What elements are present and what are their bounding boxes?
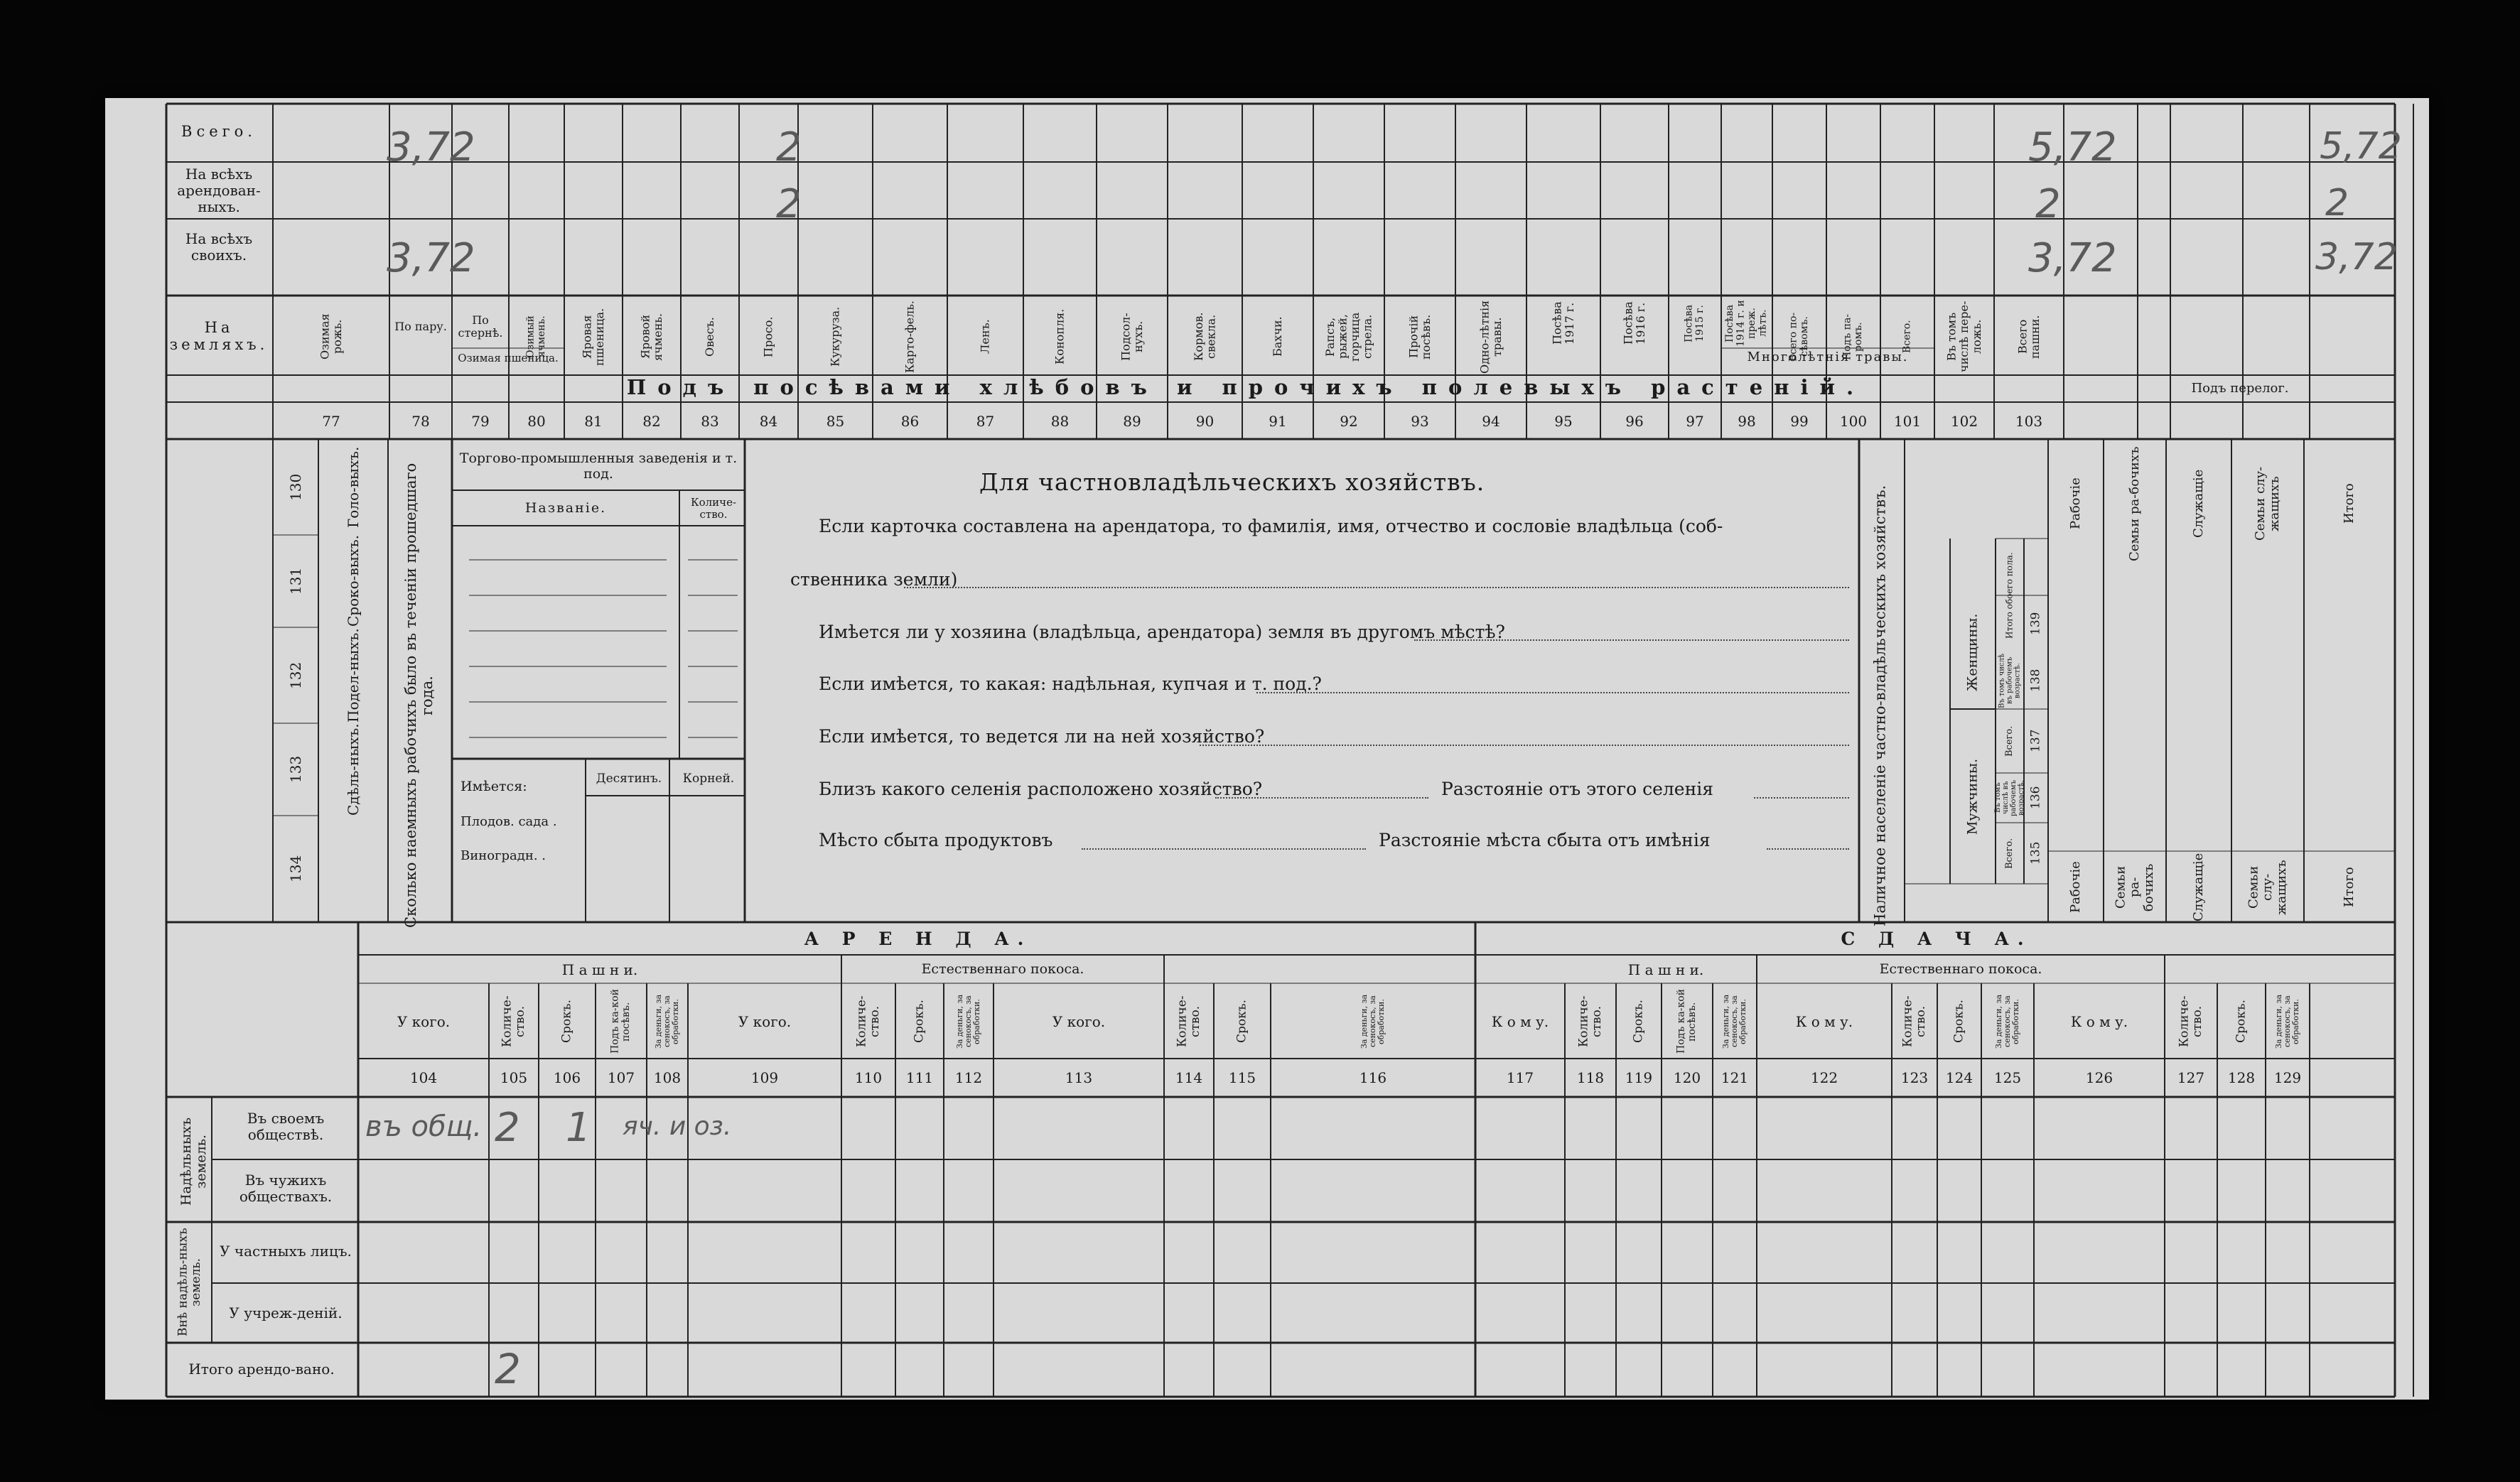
pop-col-bottom-4: Итого <box>2342 867 2357 908</box>
crop-label-90: Кормов. свекла. <box>1191 312 1218 362</box>
crop-num-99: 99 <box>1790 412 1809 430</box>
arenda-num-116: 116 <box>1359 1069 1387 1086</box>
private-q5b: Разстояніе отъ этого селенія <box>1441 779 1714 799</box>
vne-label: Внѣ надѣль-ныхъ земель. <box>176 1228 203 1337</box>
hw-svoih-103: 3,72 <box>2315 236 2398 278</box>
pop-num-137: 137 <box>2028 729 2043 753</box>
crop-label-98: Посѣва 1914 г. и преж. лѣтъ. <box>1724 300 1769 347</box>
arenda-pashni: П а ш н и. <box>561 961 638 978</box>
hw-vsego-77: 3,72 <box>387 124 475 171</box>
crop-num-98: 98 <box>1738 412 1756 430</box>
crop-num-97: 97 <box>1686 412 1704 430</box>
crop-num-91: 91 <box>1269 412 1287 430</box>
crop-label-99: Всего по-сѣвомъ. <box>1787 312 1810 362</box>
crop-label-93: Прочій посѣвъ. <box>1406 314 1433 359</box>
crop-label-95: Посѣва 1917 г. <box>1550 301 1576 345</box>
private-q6: Мѣсто сбыта продуктовъ <box>819 830 1053 850</box>
left-block-label-130: Голо-выхъ. <box>345 446 362 528</box>
arenda-title: А Р Е Н Д А. <box>804 928 1033 949</box>
u-chastnyh-label: У частныхъ лицъ. <box>220 1242 352 1260</box>
private-q1b: ственника земли) <box>790 569 958 590</box>
crop-num-93: 93 <box>1411 412 1429 430</box>
crop-label-84: Просо. <box>761 316 775 357</box>
private-q3: Если имѣется, то какая: надѣльная, купчая и т. под.? <box>819 674 1322 694</box>
hw-svoih-99: 3,72 <box>2028 235 2117 281</box>
crop-num-95: 95 <box>1554 412 1573 430</box>
nadelnyh-label: Надѣльныхъ земель. <box>178 1117 209 1206</box>
crop-num-83: 83 <box>701 412 719 430</box>
answer-line-2 <box>1414 639 1849 641</box>
pop-women: Женщины. <box>1964 613 1981 691</box>
sdacha-head-122: К о м у. <box>1795 1012 1853 1030</box>
arenda-head-104: У кого. <box>397 1012 451 1030</box>
hw-itogo-105: 2 <box>495 1345 521 1393</box>
pop-men: Мужчины. <box>1964 758 1981 835</box>
crop-num-88: 88 <box>1050 412 1070 430</box>
form-grid-lines <box>105 98 2429 1400</box>
pop-itogo: Итого обоего пола. <box>2004 552 2015 639</box>
sdacha-head-118: Количе-ство. <box>1576 995 1604 1048</box>
arenda-num-109: 109 <box>750 1069 779 1086</box>
arenda-head-105: Количе-ство. <box>500 995 527 1048</box>
crop-label-83: Овесъ. <box>703 317 717 357</box>
arenda-head-106: Срокъ. <box>559 1000 574 1044</box>
sdacha-num-128: 128 <box>2227 1069 2256 1086</box>
arenda-head-115: Срокъ. <box>1234 1000 1249 1044</box>
crop-label-77: Озимая рожь. <box>318 313 344 360</box>
pop-col-bottom-1: Семьи ра-бочихъ <box>2113 863 2156 912</box>
arenda-head-107: Подъ ка-кой посѣвъ. <box>609 989 632 1054</box>
sdacha-num-127: 127 <box>2177 1069 2205 1086</box>
sdacha-title: С Д А Ч А. <box>1841 928 2032 949</box>
arenda-num-105: 105 <box>500 1069 528 1086</box>
crop-num-100: 100 <box>1839 412 1868 430</box>
arenda-head-109: У кого. <box>738 1012 792 1030</box>
sdacha-num-123: 123 <box>1900 1069 1929 1086</box>
crop-label-79: По стернѣ. <box>458 313 503 340</box>
pop-num-136: 136 <box>2028 786 2043 810</box>
pop-vsego-w: Всего. <box>2003 725 2015 757</box>
crop-num-94: 94 <box>1482 412 1500 430</box>
pop-col-top-4: Итого <box>2342 483 2357 524</box>
arenda-head-110: Количе-ство. <box>854 995 882 1048</box>
crop-label-78: По пару. <box>394 319 447 333</box>
crop-label-100: Подъ па-ромъ. <box>1841 313 1864 360</box>
private-title: Для частновладѣльческихъ хозяйствъ. <box>979 468 1485 496</box>
crop-num-79: 79 <box>471 412 490 430</box>
left-block-label-133: Сдѣль-ныхъ. <box>345 723 362 816</box>
sdacha-head-126: К о м у. <box>2070 1012 2128 1030</box>
arenda-head-108: За деньги, за сенокосъ, за обработки. <box>653 994 681 1049</box>
sdacha-num-120: 120 <box>1673 1069 1701 1086</box>
pop-num-135: 135 <box>2028 841 2043 865</box>
crop-label-91: Бахчи. <box>1271 316 1285 357</box>
left-block-num-131: 131 <box>287 567 304 595</box>
crop-num-84: 84 <box>759 412 778 430</box>
arenda-num-112: 112 <box>954 1069 983 1086</box>
row-label-arendovannyh: На всѣхъ арендован-ныхъ. <box>177 165 261 215</box>
row-label-na-zemlyah: На земляхъ. <box>169 318 269 353</box>
arenda-head-112: За деньги, за сенокосъ, за обработки. <box>954 994 982 1049</box>
arenda-num-111: 111 <box>905 1069 934 1086</box>
answer-line-5a <box>1215 797 1428 799</box>
crop-num-96: 96 <box>1625 412 1644 430</box>
crop-num-102: 102 <box>1950 412 1978 430</box>
sdacha-num-129: 129 <box>2273 1069 2302 1086</box>
v-svoem-label: Въ своемъ обществѣ. <box>247 1110 325 1143</box>
pop-col-bottom-2: Служащіе <box>2191 853 2207 922</box>
pop-rab-m: Въ томъ числѣ въ рабочемъ возрастѣ. <box>1994 779 2025 816</box>
ozimaya-pshenitsa-label: Озимая пшеница. <box>458 352 559 365</box>
sdacha-num-117: 117 <box>1506 1069 1534 1086</box>
arenda-head-116: За деньги, за сенокосъ, за обработки. <box>1359 994 1386 1049</box>
sdacha-head-120: Подъ ка-кой посѣвъ. <box>1675 989 1698 1054</box>
hw-row1-106: 1 <box>566 1105 591 1151</box>
row-label-vsego: Всего. <box>181 122 257 140</box>
sdacha-head-117: К о м у. <box>1491 1012 1549 1030</box>
arenda-head-111: Срокъ. <box>912 1000 927 1044</box>
left-block-num-132: 132 <box>287 661 304 689</box>
crop-num-103: 103 <box>2015 412 2043 430</box>
itogo-label: Итого арендо-вано. <box>188 1360 335 1378</box>
arenda-num-110: 110 <box>854 1069 883 1086</box>
private-q2: Имѣется ли у хозяина (владѣльца, арендатора) земля въ другомъ мѣстѣ? <box>819 622 1505 642</box>
crop-num-89: 89 <box>1123 412 1141 430</box>
hw-row1-105: 2 <box>495 1105 520 1151</box>
crop-label-85: Кукуруза. <box>828 306 842 367</box>
pop-col-top-1: Семьи ра-бочихъ <box>2127 446 2143 561</box>
crop-num-85: 85 <box>826 412 845 430</box>
left-block-label-132: Подел-ныхъ. <box>345 628 362 723</box>
crop-num-81: 81 <box>584 412 603 430</box>
private-q4: Если имѣется, то ведется ли на ней хозяйство? <box>819 726 1265 747</box>
sowing-banner: Подъ посѣвами хлѣбовъ и прочихъ полевыхъ растеній. <box>626 375 1865 400</box>
sdacha-head-119: Срокъ. <box>1631 1000 1646 1044</box>
sdacha-pokosa: Естественнаго покоса. <box>1879 961 2042 978</box>
left-block-label-131: Сроко-выхъ. <box>345 535 362 627</box>
imeetsya-label: Имѣется: <box>461 779 527 794</box>
pop-num-139: 139 <box>2028 612 2043 636</box>
sdacha-head-123: Количе-ство. <box>1900 995 1928 1048</box>
crop-label-103: Всего пашни. <box>2015 315 2042 359</box>
sdacha-num-121: 121 <box>1721 1069 1749 1086</box>
crop-num-101: 101 <box>1893 412 1922 430</box>
crop-label-102: Въ томъ числѣ пере-ложь. <box>1944 301 1983 373</box>
pop-num-138: 138 <box>2028 669 2043 693</box>
sdacha-head-121: За деньги, за сенокосъ, за обработки. <box>1721 994 1748 1049</box>
hw-arend-103: 2 <box>2325 182 2349 225</box>
crop-num-86: 86 <box>900 412 920 430</box>
sdacha-head-127: Количе-ство. <box>2177 995 2204 1048</box>
desyatin-header: Десятинъ. <box>596 772 662 786</box>
sdacha-head-128: Срокъ. <box>2234 1000 2249 1044</box>
crop-label-81: Яровая пшеница. <box>580 308 606 366</box>
answer-line-5b <box>1754 797 1849 799</box>
arenda-head-114: Количе-ство. <box>1175 995 1202 1048</box>
trade-qty-header: Количе-ство. <box>690 495 737 521</box>
sdacha-head-129: За деньги, за сенокосъ, за обработки. <box>2273 994 2301 1049</box>
arenda-num-104: 104 <box>409 1069 438 1086</box>
crop-label-82: Яровой ячмень. <box>638 313 664 361</box>
crop-label-80: Озимый ячмень. <box>524 315 547 358</box>
answer-line-3 <box>1256 692 1849 693</box>
answer-line-6b <box>1767 848 1849 850</box>
crop-num-78: 78 <box>411 412 430 430</box>
vinograd-label: Виноградн. . <box>461 848 546 863</box>
sdacha-num-124: 124 <box>1945 1069 1974 1086</box>
crop-num-92: 92 <box>1340 412 1358 430</box>
crop-label-96: Посѣва 1916 г. <box>1621 301 1647 345</box>
sdacha-pashni: П а ш н и. <box>1627 961 1704 978</box>
u-uchrezh-label: У учреж-деній. <box>229 1304 343 1321</box>
crop-label-87: Ленъ. <box>978 319 992 355</box>
trade-title: Торгово-промышленныя заведенія и т. под. <box>459 450 738 482</box>
korney-header: Корней. <box>682 772 735 786</box>
crop-label-101: Всего. <box>1901 320 1913 354</box>
answer-line-4 <box>1200 745 1849 746</box>
sdacha-head-124: Срокъ. <box>1951 1000 1966 1044</box>
crop-label-86: Карто-фель. <box>903 301 917 374</box>
arenda-num-114: 114 <box>1175 1069 1203 1086</box>
pop-col-bottom-0: Рабочіе <box>2068 861 2084 914</box>
private-q6b: Разстояніе мѣста сбыта отъ имѣнія <box>1379 830 1711 850</box>
crop-label-89: Подсол-нухъ. <box>1119 313 1145 361</box>
crop-num-87: 87 <box>976 412 995 430</box>
crop-num-77: 77 <box>322 412 340 430</box>
row-label-svoih: На всѣхъ своихъ. <box>185 230 253 264</box>
left-block-num-133: 133 <box>287 755 304 784</box>
crop-num-80: 80 <box>527 412 546 430</box>
arenda-num-115: 115 <box>1228 1069 1256 1086</box>
arenda-num-107: 107 <box>607 1069 635 1086</box>
population-title: Наличное населеніе частно-владѣльческихъ хозяйствъ. <box>1871 485 1889 926</box>
sdacha-num-126: 126 <box>2085 1069 2114 1086</box>
crop-num-90: 90 <box>1195 412 1215 430</box>
hw-vsego-103: 5,72 <box>2320 125 2402 168</box>
arenda-head-113: У кого. <box>1052 1012 1106 1030</box>
pop-col-top-0: Рабочіе <box>2068 477 2084 530</box>
pod-perelog-label: Подъ перелог. <box>2191 380 2289 396</box>
left-block-num-134: 134 <box>287 855 304 883</box>
sdacha-head-125: За деньги, за сенокосъ, за обработки. <box>1993 994 2021 1049</box>
v-chuzhih-label: Въ чужихъ обществахъ. <box>239 1172 333 1205</box>
hw-row1-104: въ общ. <box>365 1110 483 1143</box>
hw-vsego-99: 5,72 <box>2028 124 2117 171</box>
left-block-num-130: 130 <box>287 473 304 501</box>
hw-arend-82: 2 <box>776 181 802 227</box>
census-card <box>105 98 2429 1400</box>
crop-label-88: Конопля. <box>1052 308 1067 365</box>
trade-name-header: Названіе. <box>524 500 607 516</box>
arenda-num-113: 113 <box>1065 1069 1093 1086</box>
crop-num-82: 82 <box>642 412 661 430</box>
pop-col-bottom-3: Семьи слу-жащихъ <box>2246 860 2289 915</box>
crop-label-92: Рапсъ, рыжей, горчица стрела. <box>1323 312 1374 362</box>
pop-col-top-2: Служащіе <box>2191 469 2207 539</box>
arenda-num-108: 108 <box>653 1069 682 1086</box>
hw-svoih-77: 3,72 <box>387 235 475 281</box>
answer-line-1 <box>904 587 1849 588</box>
crop-label-94: Одно-лѣтнія травы. <box>1477 300 1504 374</box>
hw-arend-99: 2 <box>2035 181 2061 227</box>
private-q5: Близъ какого селенія расположено хозяйство? <box>819 779 1263 799</box>
crop-label-97: Посѣва 1915 г. <box>1683 304 1706 342</box>
sdacha-num-118: 118 <box>1576 1069 1605 1086</box>
sad-label: Плодов. сада . <box>461 814 557 829</box>
hw-row1-107: яч. и оз. <box>623 1112 732 1141</box>
sdacha-num-122: 122 <box>1810 1069 1838 1086</box>
pop-rab-w: Въ томъ числѣ въ рабочемъ возрастѣ. <box>1998 653 2022 708</box>
arenda-pokosa: Естественнаго покоса. <box>921 961 1084 978</box>
mnogoletnie-label: Многолѣтнія травы. <box>1747 349 1909 364</box>
arenda-num-106: 106 <box>553 1069 581 1086</box>
pop-vsego-m: Всего. <box>2003 838 2015 869</box>
private-q1: Если карточка составлена на арендатора, то фамилія, имя, отчество и сословіе владѣльца (соб- <box>819 516 1723 536</box>
sdacha-num-125: 125 <box>1993 1069 2022 1086</box>
sdacha-num-119: 119 <box>1625 1069 1653 1086</box>
pop-col-top-3: Семьи слу-жащихъ <box>2253 466 2282 541</box>
workers-question: Сколько наемныхъ рабочихъ было въ теченіи прошедшаго года. <box>402 463 436 929</box>
hw-vsego-82: 2 <box>776 124 802 171</box>
answer-line-6a <box>1082 848 1366 850</box>
